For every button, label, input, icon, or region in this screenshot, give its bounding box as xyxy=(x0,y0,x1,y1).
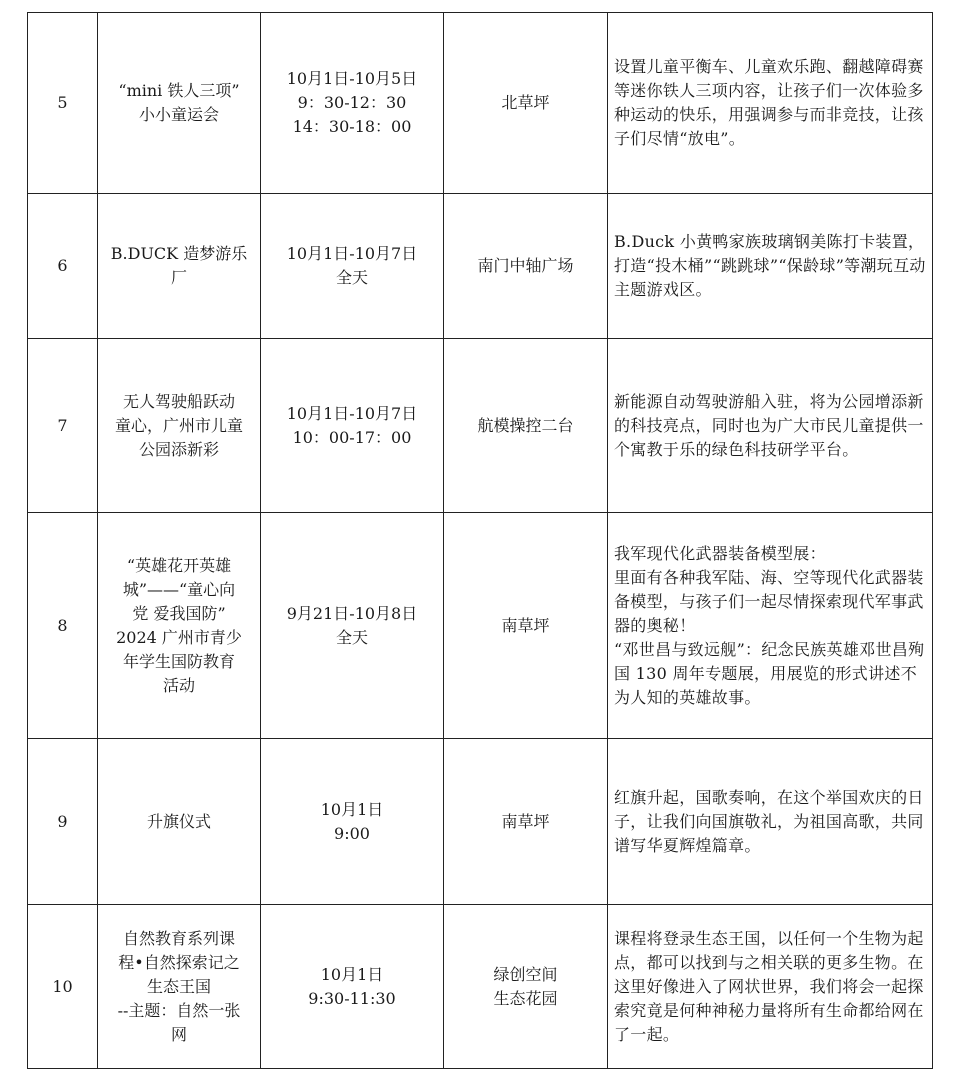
event-name: 无人驾驶船跃动 童心，广州市儿童 公园添新彩 xyxy=(98,339,261,513)
event-description: 新能源自动驾驶游船入驻，将为公园增添新的科技亮点，同时也为广大市民儿童提供一个寓教于乐的绿色科技研学平台。 xyxy=(608,339,933,513)
table-row xyxy=(28,739,933,905)
event-time: 10月1日 9:30-11:30 xyxy=(261,905,444,1069)
event-name: 自然教育系列课 程•自然探索记之 生态王国 --主题：自然一张 网 xyxy=(98,905,261,1069)
row-number: 8 xyxy=(28,513,98,739)
event-time: 10月1日-10月7日 10：00-17：00 xyxy=(261,339,444,513)
event-time: 10月1日-10月5日 9：30-12：30 14：30-18：00 xyxy=(261,13,444,194)
event-location: 北草坪 xyxy=(444,13,608,194)
event-description: 我军现代化武器装备模型展： 里面有各种我军陆、海、空等现代化武器装备模型，与孩子们一起尽情探索现代军事武器的奥秘！ “邓世昌与致远舰”：纪念民族英雄邓世昌殉国 130 周年专题展，用展览的形式讲述不为人知的英雄故事。 xyxy=(608,513,933,739)
table-row xyxy=(28,339,933,513)
table-row xyxy=(28,513,933,739)
event-time: 9月21日-10月8日 全天 xyxy=(261,513,444,739)
table-row xyxy=(28,194,933,339)
event-name: “mini 铁人三项” 小小童运会 xyxy=(98,13,261,194)
row-number: 6 xyxy=(28,194,98,339)
event-name: “英雄花开英雄 城”——“童心向 党 爱我国防” 2024 广州市青少 年学生国防教育 活动 xyxy=(98,513,261,739)
table-row xyxy=(28,905,933,1069)
event-description: B.Duck 小黄鸭家族玻璃钢美陈打卡装置，打造“投木桶”“跳跳球”“保龄球”等潮玩互动主题游戏区。 xyxy=(608,194,933,339)
event-description: 红旗升起，国歌奏响，在这个举国欢庆的日子，让我们向国旗敬礼，为祖国高歌，共同谱写华夏辉煌篇章。 xyxy=(608,739,933,905)
row-number: 7 xyxy=(28,339,98,513)
row-number: 10 xyxy=(28,905,98,1069)
row-number: 5 xyxy=(28,13,98,194)
event-location: 航模操控二台 xyxy=(444,339,608,513)
row-number: 9 xyxy=(28,739,98,905)
event-location: 南草坪 xyxy=(444,513,608,739)
event-location: 南草坪 xyxy=(444,739,608,905)
event-location: 南门中轴广场 xyxy=(444,194,608,339)
event-description: 课程将登录生态王国，以任何一个生物为起点，都可以找到与之相关联的更多生物。在这里好像进入了网状世界，我们将会一起探索究竟是何种神秘力量将所有生命都给网在了一起。 xyxy=(608,905,933,1069)
event-description: 设置儿童平衡车、儿童欢乐跑、翻越障碍赛等迷你铁人三项内容，让孩子们一次体验多种运动的快乐，用强调参与而非竞技，让孩子们尽情“放电”。 xyxy=(608,13,933,194)
event-location: 绿创空间 生态花园 xyxy=(444,905,608,1069)
event-time: 10月1日-10月7日 全天 xyxy=(261,194,444,339)
events-table xyxy=(27,12,933,1069)
event-time: 10月1日 9:00 xyxy=(261,739,444,905)
table-row xyxy=(28,13,933,194)
event-name: B.DUCK 造梦游乐 厂 xyxy=(98,194,261,339)
event-name: 升旗仪式 xyxy=(98,739,261,905)
